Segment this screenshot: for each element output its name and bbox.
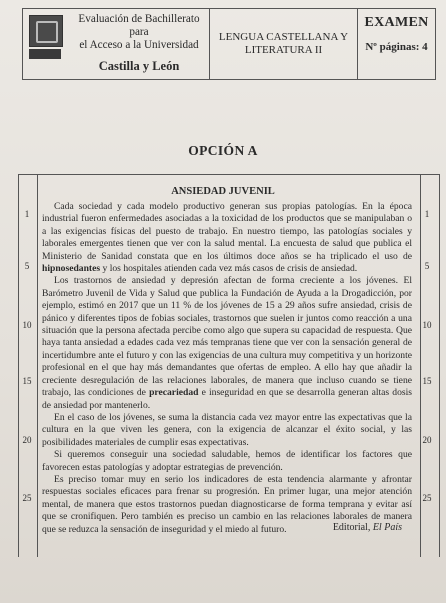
exam-label: EXAMEN: [364, 15, 429, 30]
paragraph: Es preciso tomar muy en serio los indicadores de esta tendencia alarmante y afrontar respuestas sociales eficaces para frenar su progresión. En primer lugar, una mejor atención mental, de manera que estos trastornos puedan diagnosticarse de forma temprana y evitar así que se cronifiquen. Pero también es preciso un cambio en las relaciones laborales de manera que se reduzca la sensación de inseguridad y el miedo al futuro.: [42, 473, 412, 535]
paragraph: Cada sociedad y cada modelo productivo generan sus propias patologías. En la época industrial fueron enfermedades asociadas a la toxicidad de los productos que se manipulaban o a las exigencias físicas del puesto de trabajo. En nuestro tiempo, las patologías sociales y laborales emergentes tienen que ver con la salud mental. La encuesta de salud que publica el Ministerio de Sanidad constata que en los últimos doce años se ha triplicado el uso de hipnosedantes y los hospitales atienden cada vez más casos de crisis de ansiedad.: [42, 201, 412, 275]
university-logo-icon: [29, 15, 63, 59]
paragraph: En el caso de los jóvenes, se suma la distancia cada vez mayor entre las expectativas que la cultura en la que viven les genera, con la exigencia de alcanzar el éxito social, y las posibilidades materiales de cumplir esas expectativas.: [42, 411, 412, 448]
subject-block: [210, 9, 358, 79]
paragraph: Si queremos conseguir una sociedad saludable, hemos de identificar los factores que favorecen estas patologías y adoptar estrategias de prevención.: [42, 449, 412, 473]
article-body: [42, 201, 412, 536]
subject-line-1: LENGUA CASTELLANA Y: [218, 31, 349, 43]
article-source: Editorial, El País: [332, 522, 402, 533]
line-number-right: 10: [422, 320, 432, 330]
line-number-right: 1: [424, 209, 430, 219]
exam-info-block: [358, 9, 435, 79]
line-number-right: 20: [422, 435, 432, 445]
university-block: [23, 9, 210, 79]
line-number-left: 5: [24, 261, 30, 271]
line-number-left: 10: [22, 320, 32, 330]
pages-count: Nº páginas: 4: [365, 41, 428, 53]
subject-line-2: LITERATURA II: [244, 44, 323, 56]
exam-header: [22, 8, 436, 80]
line-number-left: 15: [22, 376, 32, 386]
university-line-1: Evaluación de Bachillerato para: [78, 13, 200, 38]
article-title: ANSIEDAD JUVENIL: [171, 186, 275, 197]
region-name: Castilla y León: [98, 59, 180, 73]
paragraph: Los trastornos de ansiedad y depresión afectan de forma creciente a los jóvenes. El Barómetro Juvenil de Vida y Salud que publica la Fundación de Ayuda a la Drogadicción, por ejemplo, estimó en 2017 que un 11 % de los jóvenes de 15 a 29 años sufre ansiedad, crisis de pánico y diferentes tipos de fobias sociales, trastornos que suelen ir juntos como reacción a una situación que la persona afectada percibe como algo que supera su capacidad de respuesta. Que haya tanta ansiedad a edades cada vez más tempranas tiene que ver con la sensación general de incertidumbre ante el futuro y con las exigencias de una cultura muy competitiva y un horizonte profesional en el que hay más demandantes que ofertas de empleo. A ello hay que añadir la creciente desregulación de las relaciones laborales, de manera que incluso cuando se tiene trabajo, las condiciones de precariedad e inseguridad en que se desarrolla generan altas dosis de ansiedad por mantenerlo.: [42, 275, 412, 411]
option-title: OPCIÓN A: [188, 143, 258, 158]
university-line-2: el Acceso a la Universidad: [79, 39, 199, 51]
line-number-left: 1: [24, 209, 30, 219]
line-number-right: 25: [422, 493, 432, 503]
line-number-left: 20: [22, 435, 32, 445]
line-number-right: 15: [422, 376, 432, 386]
line-number-right: 5: [424, 261, 430, 271]
line-number-left: 25: [22, 493, 32, 503]
